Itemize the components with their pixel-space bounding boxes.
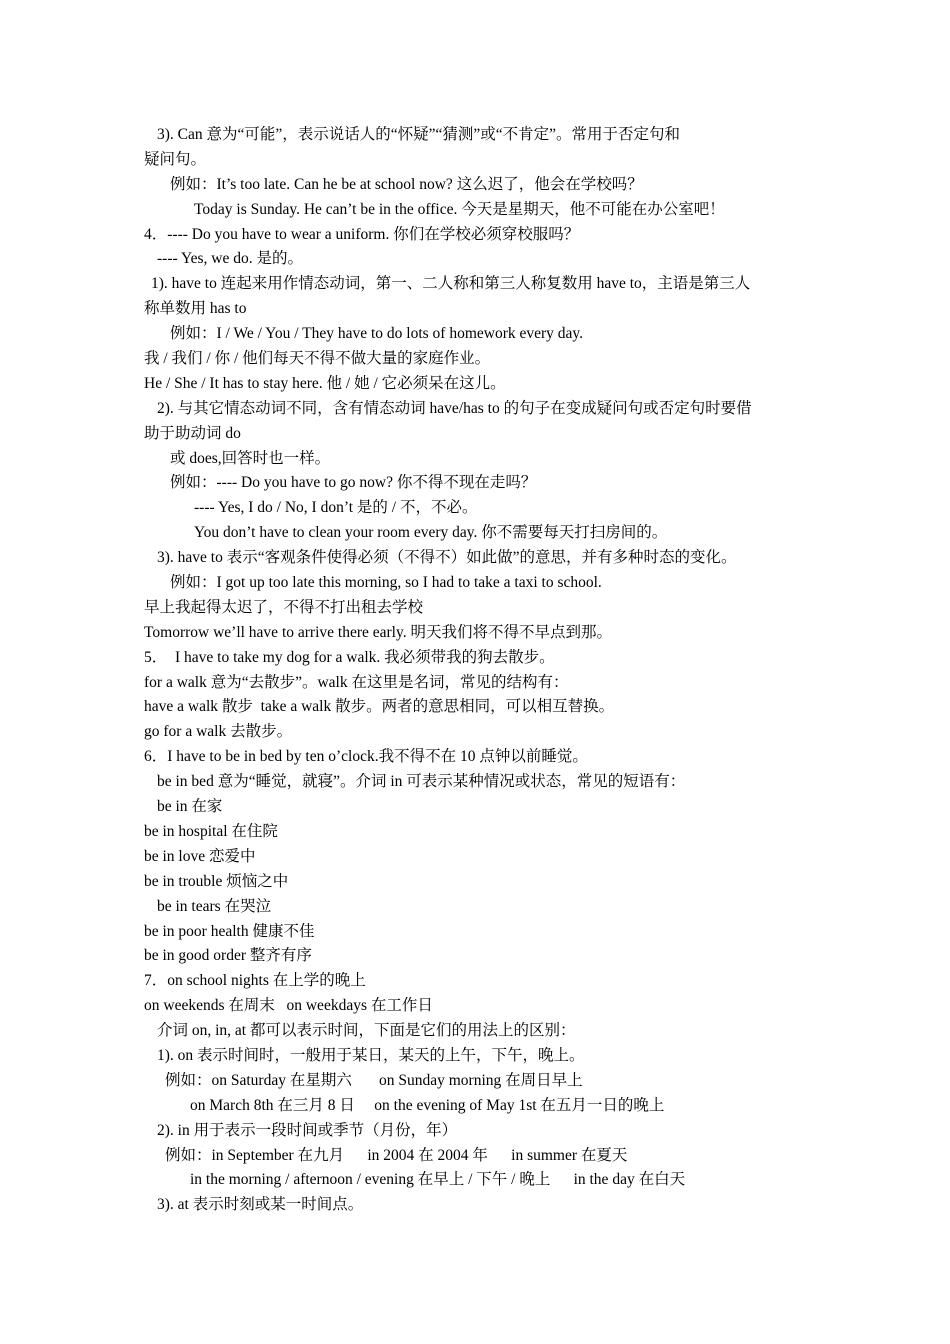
text-line: 1). have to 连起来用作情态动词，第一、二人称和第三人称复数用 have to，主语是第三人 xyxy=(151,275,751,293)
text-line: 2). 与其它情态动词不同，含有情态动词 have/has to 的句子在变成疑问句或否定句时要借 xyxy=(157,399,752,417)
text-line: 4．---- Do you have to wear a uniform. 你们在学校必须穿校服吗？ xyxy=(144,225,580,243)
text-line: in the morning / afternoon / evening 在早上 / 下午 / 晚上 in the day 在白天 xyxy=(190,1171,686,1189)
text-line: 6．I have to be in bed by ten o’clock.我不得不在 10 点钟以前睡觉。 xyxy=(144,748,588,766)
text-line: 7．on school nights 在上学的晚上 xyxy=(144,972,366,990)
text-line: 我 / 我们 / 你 / 他们每天不得不做大量的家庭作业。 xyxy=(144,350,491,368)
text-line: be in hospital 在住院 xyxy=(144,822,278,840)
text-line: go for a walk 去散步。 xyxy=(144,723,293,741)
text-line: be in tears 在哭泣 xyxy=(157,897,272,915)
text-line: have a walk 散步 take a walk 散步。两者的意思相同，可以相互替换。 xyxy=(144,698,615,716)
text-line: 例如：in September 在九月 in 2004 在 2004 年 in summer 在夏天 xyxy=(165,1146,628,1164)
text-line: 介词 on, in, at 都可以表示时间，下面是它们的用法上的区别： xyxy=(157,1022,576,1040)
text-line: 3). at 表示时刻或某一时间点。 xyxy=(157,1196,364,1214)
text-line: 例如：---- Do you have to go now? 你不得不现在走吗？ xyxy=(170,474,537,492)
text-line: 早上我起得太迟了，不得不打出租去学校 xyxy=(144,598,424,616)
text-line: Tomorrow we’ll have to arrive there early. 明天我们将不得不早点到那。 xyxy=(144,623,612,641)
text-line: on weekends 在周末 on weekdays 在工作日 xyxy=(144,997,433,1015)
text-line: 疑问句。 xyxy=(144,150,207,168)
text-line: 例如：It’s too late. Can he be at school now? 这么迟了，他会在学校吗？ xyxy=(170,175,643,193)
text-line: 或 does,回答时也一样。 xyxy=(170,449,331,467)
text-line: ---- Yes, we do. 是的。 xyxy=(157,250,303,268)
text-line: be in 在家 xyxy=(157,798,223,816)
text-line: be in bed 意为“睡觉，就寝”。介词 in 可表示某种情况或状态，常见的短语有： xyxy=(157,773,686,791)
text-line: 例如：I got up too late this morning, so I had to take a taxi to school. xyxy=(170,574,602,592)
text-line: He / She / It has to stay here. 他 / 她 / 它必须呆在这儿。 xyxy=(144,374,506,392)
text-line: 3). have to 表示“客观条件使得必须（不得不）如此做”的意思，并有多种时态的变化。 xyxy=(157,549,737,567)
text-line: be in poor health 健康不佳 xyxy=(144,922,315,940)
text-line: Today is Sunday. He can’t be in the office. 今天是星期天，他不可能在办公室吧！ xyxy=(194,200,725,218)
text-line: 助于助动词 do xyxy=(144,424,241,442)
text-line: for a walk 意为“去散步”。walk 在这里是名词，常见的结构有： xyxy=(144,673,569,691)
text-line: You don’t have to clean your room every day. 你不需要每天打扫房间的。 xyxy=(194,524,668,542)
text-line: 3). Can 意为“可能”，表示说话人的“怀疑”“猜测”或“不肯定”。常用于否定句和 xyxy=(157,126,681,143)
text-line: be in trouble 烦恼之中 xyxy=(144,872,289,890)
text-line: 2). in 用于表示一段时间或季节（月份，年） xyxy=(157,1121,458,1139)
text-line: 例如：on Saturday 在星期六 on Sunday morning 在周日早上 xyxy=(165,1071,583,1089)
text-line: be in good order 整齐有序 xyxy=(144,947,312,965)
text-line: 称单数用 has to xyxy=(144,300,247,318)
text-line: 5． I have to take my dog for a walk. 我必须带我的狗去散步。 xyxy=(144,648,555,666)
document-body xyxy=(144,123,814,1218)
text-line: be in love 恋爱中 xyxy=(144,847,256,865)
text-line: ---- Yes, I do / No, I don’t 是的 / 不，不必。 xyxy=(194,499,478,517)
text-line: 1). on 表示时间时，一般用于某日，某天的上午，下午，晚上。 xyxy=(157,1046,585,1064)
text-line: 例如：I / We / You / They have to do lots of homework every day. xyxy=(170,325,584,343)
text-line: on March 8th 在三月 8 日 on the evening of May 1st 在五月一日的晚上 xyxy=(190,1096,665,1114)
